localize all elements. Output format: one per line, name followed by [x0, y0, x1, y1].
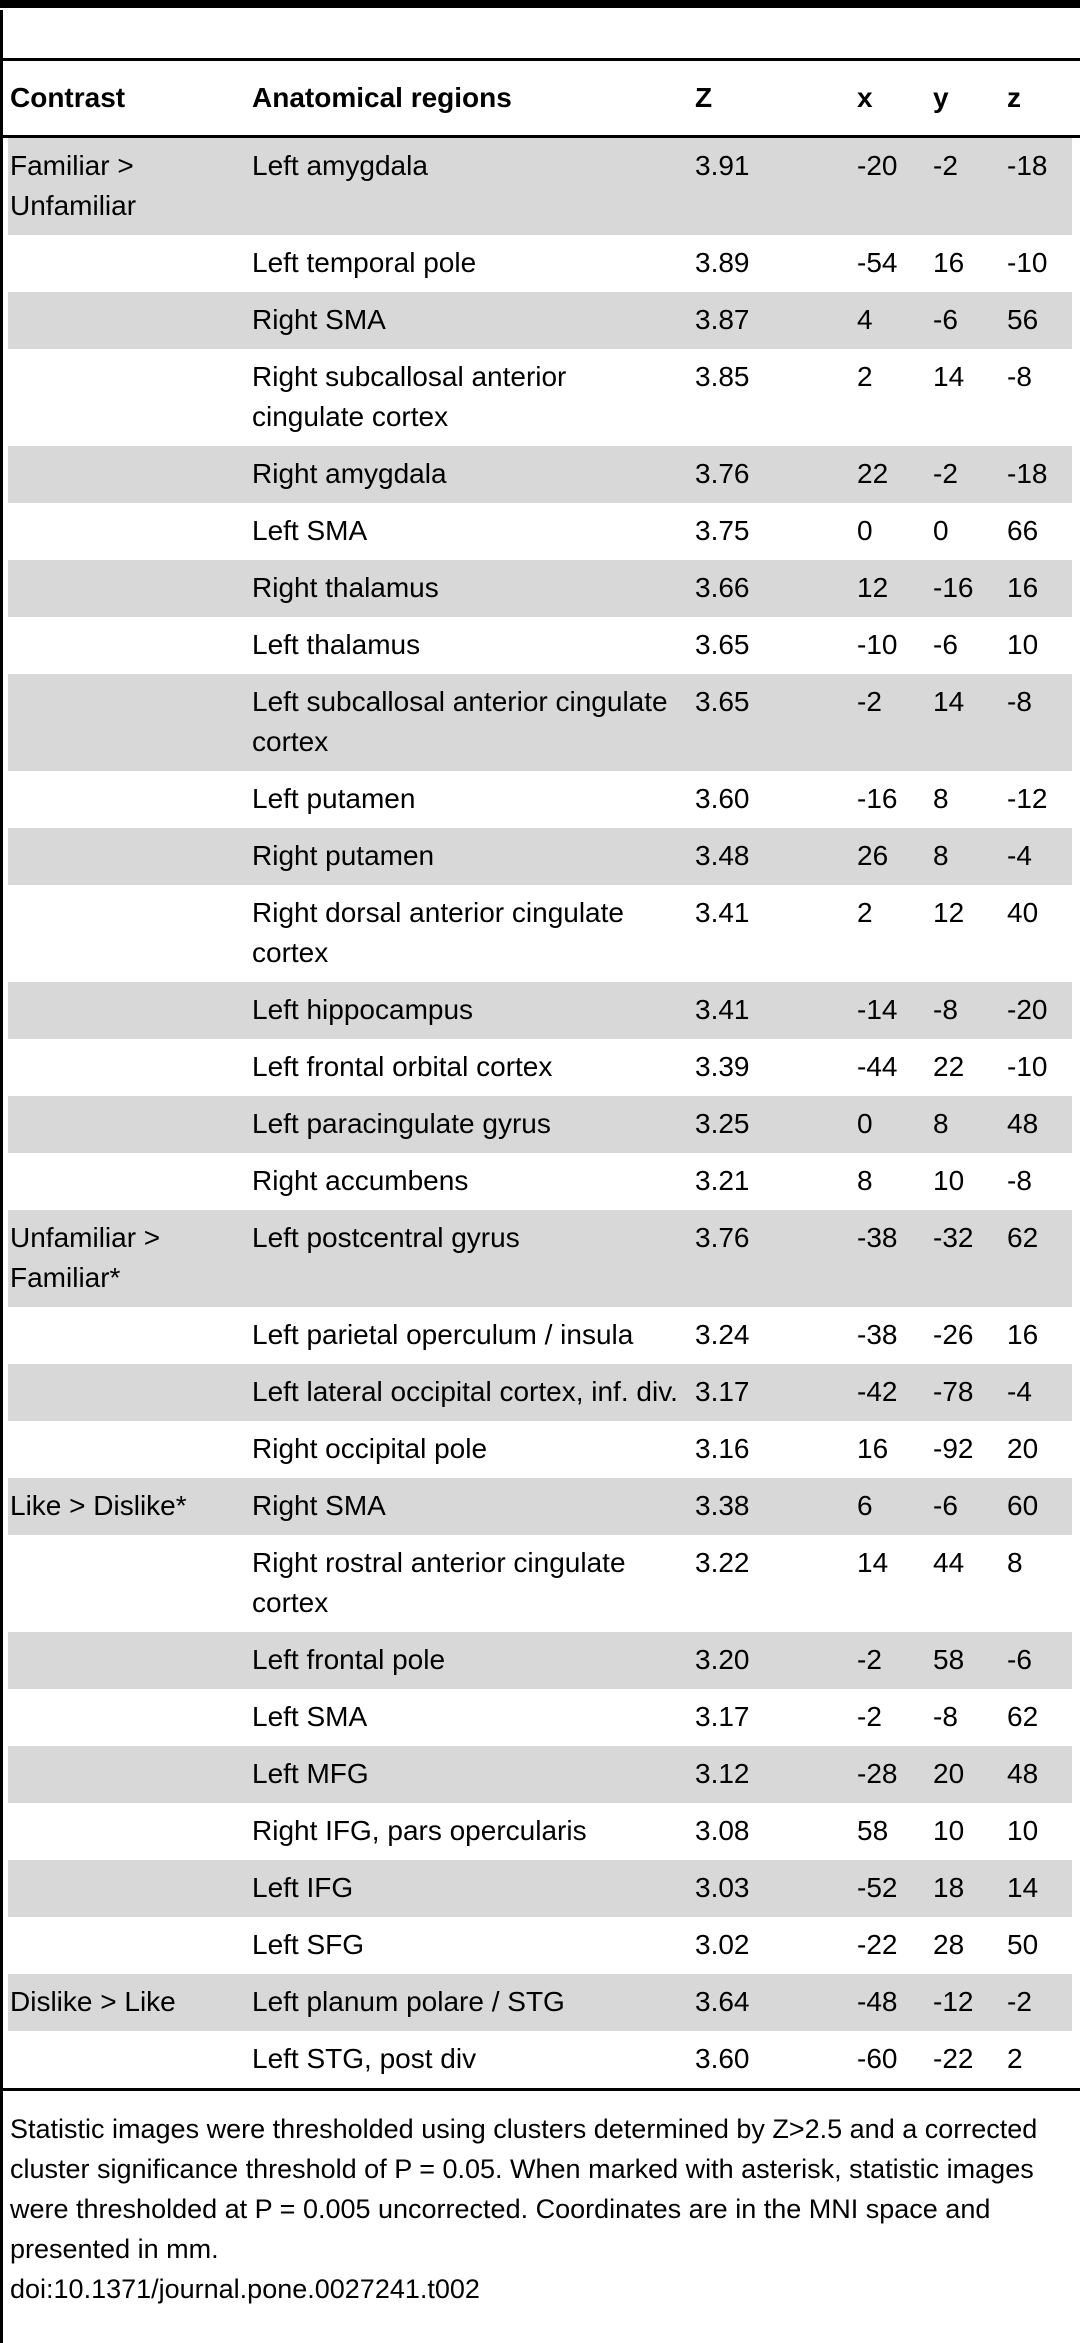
x-coord-cell: 6	[857, 1490, 873, 1521]
z-coord-cell: -4	[1007, 840, 1032, 871]
region-cell: Right rostral anterior cingulate cortex	[252, 1547, 626, 1618]
x-coord-cell: -22	[857, 1929, 898, 1960]
z-score-cell: 3.64	[695, 1986, 750, 2017]
z-coord-cell: 62	[1007, 1222, 1039, 1253]
table-row	[8, 292, 1072, 349]
region-cell: Right dorsal anterior cingulate cortex	[252, 897, 624, 968]
table-row	[8, 617, 1072, 674]
region-cell: Left thalamus	[252, 629, 421, 660]
table-row	[8, 1860, 1072, 1917]
z-coord-cell: 16	[1007, 572, 1039, 603]
x-coord-cell: -60	[857, 2043, 898, 2074]
z-score-cell: 3.38	[695, 1490, 750, 1521]
table-row	[8, 1803, 1072, 1860]
z-coord-cell: -20	[1007, 994, 1048, 1025]
table-row	[8, 1421, 1072, 1478]
z-score-cell: 3.41	[695, 994, 750, 1025]
y-coord-cell: 44	[933, 1547, 965, 1578]
x-coord-cell: 58	[857, 1815, 889, 1846]
z-coord-cell: 56	[1007, 304, 1039, 335]
footnote-text: Statistic images were thresholded using clusters determined by Z>2.5 and a corrected cluster significance threshold of P = 0.05. When marked with asterisk, statistic images were thresholded at P = 0.005 uncorrected. Coordinates are in the MNI space and presented in mm.	[10, 2114, 1038, 2264]
x-coord-cell: -2	[857, 686, 882, 717]
x-coord-cell: 12	[857, 572, 889, 603]
z-coord-cell: -8	[1007, 1165, 1032, 1196]
contrast-cell: Dislike > Like	[10, 1986, 176, 2017]
region-cell: Left parietal operculum / insula	[252, 1319, 634, 1350]
region-cell: Left hippocampus	[252, 994, 474, 1025]
region-cell: Left planum polare / STG	[252, 1986, 565, 2017]
z-score-cell: 3.20	[695, 1644, 750, 1675]
region-cell: Left amygdala	[252, 150, 428, 181]
table-row	[8, 1364, 1072, 1421]
x-coord-cell: -54	[857, 247, 898, 278]
table-row	[8, 1153, 1072, 1210]
z-score-cell: 3.85	[695, 361, 750, 392]
z-score-cell: 3.48	[695, 840, 750, 871]
x-coord-cell: -52	[857, 1872, 898, 1903]
table-row	[8, 503, 1072, 560]
table-row	[8, 1210, 1072, 1307]
z-coord-cell: 10	[1007, 629, 1039, 660]
z-score-cell: 3.08	[695, 1815, 750, 1846]
y-coord-cell: 58	[933, 1644, 965, 1675]
y-coord-cell: 8	[933, 1108, 949, 1139]
z-coord-cell: 48	[1007, 1108, 1039, 1139]
x-coord-cell: -10	[857, 629, 898, 660]
y-coord-cell: -12	[933, 1986, 974, 2017]
y-coord-cell: -16	[933, 572, 974, 603]
x-coord-cell: 0	[857, 515, 873, 546]
region-cell: Left IFG	[252, 1872, 354, 1903]
column-header-contrast: Contrast	[10, 82, 126, 113]
region-cell: Right IFG, pars opercularis	[252, 1815, 587, 1846]
table-row	[8, 138, 1072, 235]
z-score-cell: 3.16	[695, 1433, 750, 1464]
y-coord-cell: 10	[933, 1815, 965, 1846]
region-cell: Left frontal pole	[252, 1644, 446, 1675]
z-coord-cell: -2	[1007, 1986, 1032, 2017]
column-header-z-score: Z	[695, 82, 713, 113]
x-coord-cell: 22	[857, 458, 889, 489]
region-cell: Right SMA	[252, 304, 386, 335]
z-score-cell: 3.17	[695, 1376, 750, 1407]
region-cell: Right accumbens	[252, 1165, 469, 1196]
z-score-cell: 3.02	[695, 1929, 750, 1960]
z-coord-cell: 40	[1007, 897, 1039, 928]
x-coord-cell: -44	[857, 1051, 898, 1082]
y-coord-cell: -8	[933, 994, 958, 1025]
region-cell: Left MFG	[252, 1758, 369, 1789]
z-coord-cell: 2	[1007, 2043, 1023, 2074]
z-coord-cell: -18	[1007, 458, 1048, 489]
z-score-cell: 3.25	[695, 1108, 750, 1139]
z-coord-cell: 8	[1007, 1547, 1023, 1578]
z-coord-cell: 50	[1007, 1929, 1039, 1960]
x-coord-cell: -16	[857, 783, 898, 814]
contrast-cell: Like > Dislike*	[10, 1490, 187, 1521]
region-cell: Left SFG	[252, 1929, 365, 1960]
z-score-cell: 3.17	[695, 1701, 750, 1732]
x-coord-cell: -14	[857, 994, 898, 1025]
z-coord-cell: 16	[1007, 1319, 1039, 1350]
doi-line: doi:10.1371/journal.pone.0027241.t002	[10, 2274, 480, 2304]
y-coord-cell: -6	[933, 629, 958, 660]
x-coord-cell: 26	[857, 840, 889, 871]
region-cell: Right occipital pole	[252, 1433, 488, 1464]
table-body	[0, 138, 1080, 2088]
region-cell: Right amygdala	[252, 458, 447, 489]
z-coord-cell: 14	[1007, 1872, 1039, 1903]
y-coord-cell: -2	[933, 458, 958, 489]
contrast-cell: Familiar > Unfamiliar	[10, 150, 137, 221]
table-bottom-rule	[0, 2088, 1080, 2091]
z-coord-cell: 66	[1007, 515, 1039, 546]
z-score-cell: 3.21	[695, 1165, 750, 1196]
region-cell: Right thalamus	[252, 572, 439, 603]
z-coord-cell: -4	[1007, 1376, 1032, 1407]
y-coord-cell: -6	[933, 1490, 958, 1521]
table-row	[8, 1974, 1072, 2031]
column-header-anatomical-regions: Anatomical regions	[252, 82, 512, 113]
y-coord-cell: -22	[933, 2043, 974, 2074]
table-row	[8, 1535, 1072, 1632]
x-coord-cell: 2	[857, 897, 873, 928]
region-cell: Left subcallosal anterior cingulate cortex	[252, 686, 668, 757]
table-row	[8, 1689, 1072, 1746]
table-row	[8, 560, 1072, 617]
z-score-cell: 3.91	[695, 150, 750, 181]
z-coord-cell: 10	[1007, 1815, 1039, 1846]
table-footnote	[10, 2109, 1068, 2309]
x-coord-cell: -42	[857, 1376, 898, 1407]
y-coord-cell: -78	[933, 1376, 974, 1407]
z-score-cell: 3.41	[695, 897, 750, 928]
table-row	[8, 885, 1072, 982]
z-score-cell: 3.76	[695, 1222, 750, 1253]
z-score-cell: 3.75	[695, 515, 750, 546]
y-coord-cell: 22	[933, 1051, 965, 1082]
region-cell: Left STG, post div	[252, 2043, 477, 2074]
y-coord-cell: -6	[933, 304, 958, 335]
z-score-cell: 3.03	[695, 1872, 750, 1903]
column-header-z-coord: z	[1007, 82, 1021, 113]
x-coord-cell: -2	[857, 1701, 882, 1732]
z-coord-cell: -10	[1007, 1051, 1048, 1082]
x-coord-cell: -28	[857, 1758, 898, 1789]
table-row	[8, 235, 1072, 292]
table-row	[8, 1746, 1072, 1803]
z-coord-cell: -12	[1007, 783, 1048, 814]
z-score-cell: 3.87	[695, 304, 750, 335]
x-coord-cell: -2	[857, 1644, 882, 1675]
table-row	[8, 2031, 1072, 2088]
x-coord-cell: 0	[857, 1108, 873, 1139]
z-coord-cell: 20	[1007, 1433, 1039, 1464]
y-coord-cell: 20	[933, 1758, 965, 1789]
table-row	[8, 349, 1072, 446]
x-coord-cell: -48	[857, 1986, 898, 2017]
table-row	[8, 1917, 1072, 1974]
z-score-cell: 3.76	[695, 458, 750, 489]
z-coord-cell: -8	[1007, 361, 1032, 392]
z-coord-cell: -6	[1007, 1644, 1032, 1675]
z-score-cell: 3.66	[695, 572, 750, 603]
table-row	[8, 446, 1072, 503]
z-score-cell: 3.89	[695, 247, 750, 278]
region-cell: Left temporal pole	[252, 247, 477, 278]
y-coord-cell: 16	[933, 247, 965, 278]
table-row	[8, 1307, 1072, 1364]
table-row	[8, 1478, 1072, 1535]
region-cell: Left SMA	[252, 1701, 368, 1732]
x-coord-cell: -20	[857, 150, 898, 181]
region-cell: Right subcallosal anterior cingulate cortex	[252, 361, 567, 432]
table-row	[8, 771, 1072, 828]
z-coord-cell: 62	[1007, 1701, 1039, 1732]
y-coord-cell: 0	[933, 515, 949, 546]
page-left-edge-line	[0, 10, 3, 2343]
z-coord-cell: -18	[1007, 150, 1048, 181]
column-header-x-coord: x	[857, 82, 873, 113]
x-coord-cell: 4	[857, 304, 873, 335]
x-coord-cell: 8	[857, 1165, 873, 1196]
x-coord-cell: -38	[857, 1319, 898, 1350]
x-coord-cell: 14	[857, 1547, 889, 1578]
y-coord-cell: 10	[933, 1165, 965, 1196]
z-score-cell: 3.12	[695, 1758, 750, 1789]
z-score-cell: 3.39	[695, 1051, 750, 1082]
y-coord-cell: -32	[933, 1222, 974, 1253]
table-row	[8, 1632, 1072, 1689]
y-coord-cell: -8	[933, 1701, 958, 1732]
z-coord-cell: 60	[1007, 1490, 1039, 1521]
z-coord-cell: 48	[1007, 1758, 1039, 1789]
y-coord-cell: 14	[933, 686, 965, 717]
z-coord-cell: -10	[1007, 247, 1048, 278]
x-coord-cell: 16	[857, 1433, 889, 1464]
table-row	[8, 1096, 1072, 1153]
table-header-row	[8, 61, 1072, 135]
y-coord-cell: 8	[933, 840, 949, 871]
region-cell: Left frontal orbital cortex	[252, 1051, 553, 1082]
y-coord-cell: -2	[933, 150, 958, 181]
table-row	[8, 1039, 1072, 1096]
column-header-y-coord: y	[933, 82, 949, 113]
table-row	[8, 982, 1072, 1039]
region-cell: Left putamen	[252, 783, 416, 814]
table-row	[8, 828, 1072, 885]
y-coord-cell: -26	[933, 1319, 974, 1350]
region-cell: Left SMA	[252, 515, 368, 546]
region-cell: Left postcentral gyrus	[252, 1222, 520, 1253]
z-score-cell: 3.60	[695, 783, 750, 814]
z-score-cell: 3.65	[695, 629, 750, 660]
x-coord-cell: 2	[857, 361, 873, 392]
z-coord-cell: -8	[1007, 686, 1032, 717]
region-cell: Left paracingulate gyrus	[252, 1108, 551, 1139]
region-cell: Right putamen	[252, 840, 435, 871]
y-coord-cell: 12	[933, 897, 965, 928]
y-coord-cell: 8	[933, 783, 949, 814]
y-coord-cell: 28	[933, 1929, 965, 1960]
z-score-cell: 3.60	[695, 2043, 750, 2074]
region-cell: Left lateral occipital cortex, inf. div.	[252, 1376, 678, 1407]
y-coord-cell: -92	[933, 1433, 974, 1464]
y-coord-cell: 18	[933, 1872, 965, 1903]
region-cell: Right SMA	[252, 1490, 386, 1521]
z-score-cell: 3.65	[695, 686, 750, 717]
z-score-cell: 3.22	[695, 1547, 750, 1578]
y-coord-cell: 14	[933, 361, 965, 392]
x-coord-cell: -38	[857, 1222, 898, 1253]
table-row	[8, 674, 1072, 771]
z-score-cell: 3.24	[695, 1319, 750, 1350]
contrast-cell: Unfamiliar > Familiar*	[10, 1222, 161, 1293]
table-top-thick-rule	[0, 0, 1080, 8]
